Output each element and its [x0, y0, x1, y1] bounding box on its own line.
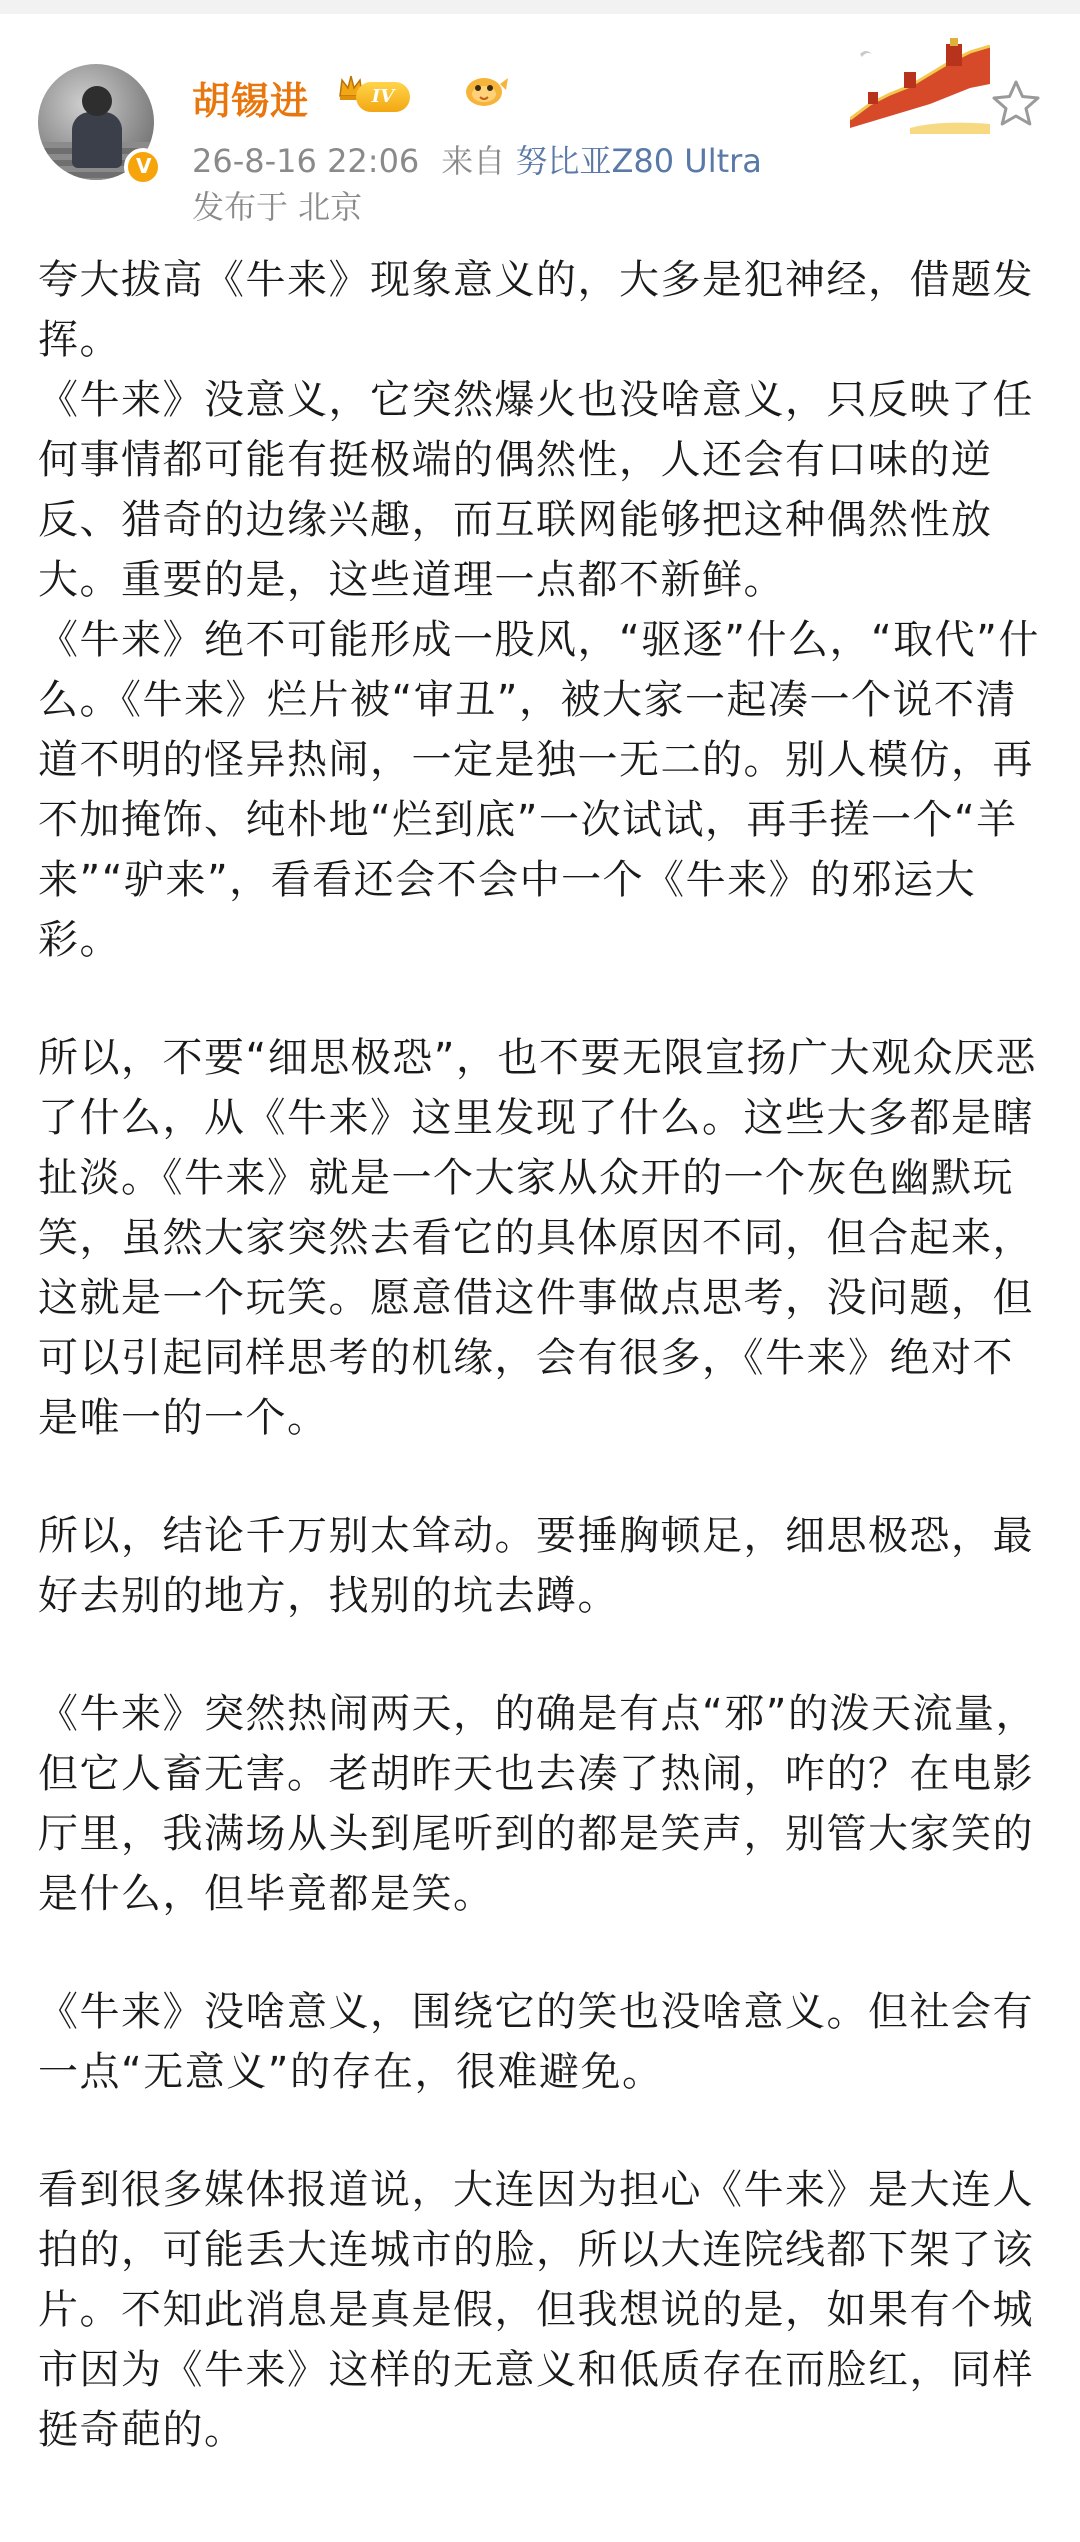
post-meta: [192, 136, 762, 182]
author-name[interactable]: 胡锡进: [192, 79, 310, 123]
post-paragraph: 《牛来》没啥意义，围绕它的笑也没啥意义。但社会有一点“无意义”的存在，很难避免。: [38, 1989, 1034, 2095]
star-icon[interactable]: [988, 76, 1044, 132]
avatar-figure-body: [72, 112, 122, 168]
post-body: [38, 250, 1048, 2460]
fan-badge-icon[interactable]: [462, 70, 510, 110]
post-header: [0, 14, 1080, 234]
crown-level-icon[interactable]: [338, 68, 412, 116]
great-wall-decoration: [850, 24, 990, 134]
post-time: 26-8-16 22:06: [192, 142, 420, 180]
post-location: 发布于 北京: [192, 188, 363, 226]
level-badge: IV: [356, 82, 410, 112]
post-paragraph: 所以，结论千万别太耸动。要捶胸顿足，细思极恐，最好去别的地方，找别的坑去蹲。: [38, 1513, 1034, 1619]
verified-badge-label: V: [136, 154, 152, 178]
source-prefix: 来自: [441, 142, 506, 180]
post-paragraph: 所以，不要“细思极恐”，也不要无限宣扬广大观众厌恶了什么，从《牛来》这里发现了什么。这些大多都是瞎扯淡。《牛来》就是一个大家从众开的一个灰色幽默玩笑，虽然大家突然去看它的具体原因不同，但合起来，这就是一个玩笑。愿意借这件事做点思考，没问题，但可以引起同样思考的机缘，会有很多，《牛来》绝对不是唯一的一个。: [38, 1035, 1037, 1441]
post-paragraph: 看到很多媒体报道说，大连因为担心《牛来》是大连人拍的，可能丢大连城市的脸，所以大连院线都下架了该片。不知此消息是真是假，但我想说的是，如果有个城市因为《牛来》这样的无意义和低质存在而脸红，同样挺奇葩的。: [38, 2167, 1034, 2453]
avatar-figure-head: [82, 86, 112, 116]
top-divider: [0, 0, 1080, 14]
verified-badge-icon: [124, 148, 162, 186]
post-paragraph: 《牛来》突然热闹两天，的确是有点“邪”的泼天流量，但它人畜无害。老胡昨天也去凑了热闹，咋的？在电影厅里，我满场从头到尾听到的都是笑声，别管大家笑的是什么，但毕竟都是笑。: [38, 1691, 1037, 1917]
post-paragraph: 夸大拔高《牛来》现象意义的，大多是犯神经，借题发挥。 《牛来》没意义，它突然爆火也没啥意义，只反映了任何事情都可能有挺极端的偶然性，人还会有口味的逆反、猎奇的边缘兴趣，而互联网能够把这种偶然性放大。重要的是，这些道理一点都不新鲜。 《牛来》绝不可能形成一股风，“驱逐”什么，“取代”什么。《牛来》烂片被“审丑”，被大家一起凑一个说不清道不明的怪异热闹，一定是独一无二的。别人模仿，再不加掩饰、纯朴地“烂到底”一次试试，再手搓一个“羊来”“驴来”，看看还会不会中一个《牛来》的邪运大彩。: [38, 257, 1040, 963]
post-device[interactable]: 努比亚Z80 Ultra: [515, 142, 762, 180]
